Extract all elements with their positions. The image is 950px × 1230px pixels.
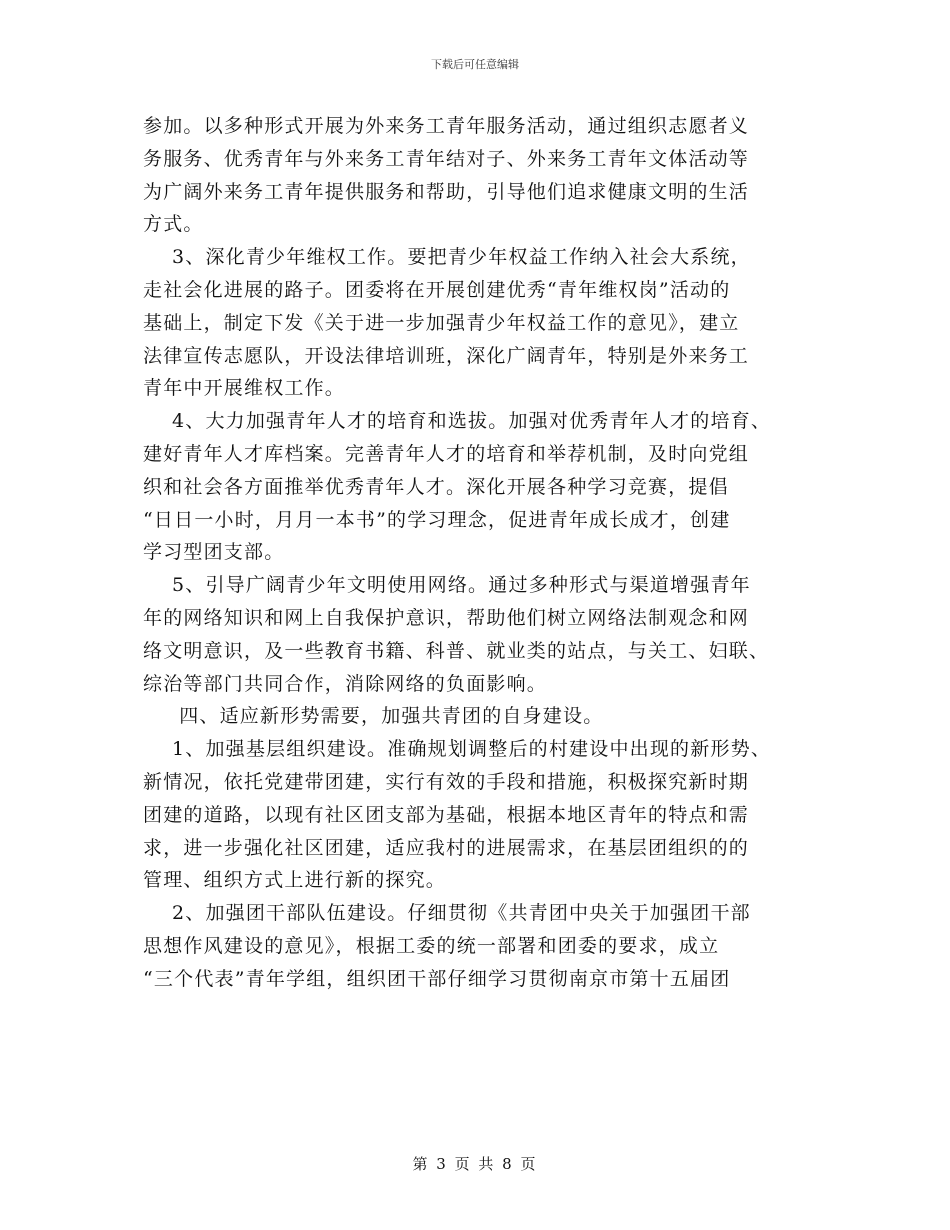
text-line: 青年中开展维权工作。 <box>143 377 346 400</box>
text-line: 管理、组织方式上进行新的探究。 <box>143 869 447 892</box>
text-line: 法律宣传志愿队，开设法律培训班，深化广阔青年，特别是外来务工 <box>143 344 750 367</box>
text-line: 4、大力加强青年人才的培育和选拔。加强对优秀青年人才的培育、 <box>143 410 772 433</box>
text-line: 学习型团支部。 <box>143 541 285 564</box>
text-line: 思想作风建设的意见》，根据工委的统一部署和团委的要求，成立 <box>143 934 720 957</box>
document-body <box>143 110 823 996</box>
text-line: 建好青年人才库档案。完善青年人才的培育和举荐机制，及时向党组 <box>143 442 750 465</box>
text-line: “日日一小时，月月一本书”的学习理念，促进青年成长成才，创建 <box>143 508 731 531</box>
text-line: 团建的道路，以现有社区团支部为基础，根据本地区青年的特点和需 <box>143 803 750 826</box>
text-line: 走社会化进展的路子。团委将在开展创建优秀“青年维权岗”活动的 <box>143 278 731 301</box>
text-line: 年的网络知识和网上自我保护意识，帮助他们树立网络法制观念和网 <box>143 606 750 629</box>
text-line: 基础上，制定下发《关于进一步加强青少年权益工作的意见》，建立 <box>143 311 740 334</box>
text-line: 求，进一步强化社区团建，适应我村的进展需求，在基层团组织的的 <box>143 836 750 859</box>
text-line: 络文明意识，及一些教育书籍、科普、就业类的站点，与关工、妇联、 <box>143 639 770 662</box>
text-line: 5、引导广阔青少年文明使用网络。通过多种形式与渠道增强青年 <box>143 574 751 597</box>
text-line: “三个代表”青年学组，组织团干部仔细学习贯彻南京市第十五届团 <box>143 967 731 990</box>
text-line: 务服务、优秀青年与外来务工青年结对子、外来务工青年文体活动等 <box>143 147 750 170</box>
section-heading: 四、适应新形势需要，加强共青团的自身建设。 <box>143 705 604 728</box>
text-line: 新情况，依托党建带团建，实行有效的手段和措施，积极探究新时期 <box>143 770 750 793</box>
text-line: 2、加强团干部队伍建设。仔细贯彻《共青团中央关于加强团干部 <box>143 902 751 925</box>
page-header: 下载后可任意编辑 <box>431 58 519 71</box>
text-line: 综治等部门共同合作，消除网络的负面影响。 <box>143 672 548 695</box>
text-line: 3、深化青少年维权工作。要把青少年权益工作纳入社会大系统， <box>143 246 751 269</box>
text-line: 参加。以多种形式开展为外来务工青年服务活动，通过组织志愿者义 <box>143 115 750 137</box>
text-line: 方式。 <box>143 213 204 236</box>
page-number: 第 3 页 共 8 页 <box>412 1155 538 1173</box>
text-line: 1、加强基层组织建设。准确规划调整后的村建设中出现的新形势、 <box>143 738 772 761</box>
text-line: 为广阔外来务工青年提供服务和帮助，引导他们追求健康文明的生活 <box>143 180 750 203</box>
text-line: 织和社会各方面推举优秀青年人才。深化开展各种学习竞赛，提倡 <box>143 475 729 498</box>
